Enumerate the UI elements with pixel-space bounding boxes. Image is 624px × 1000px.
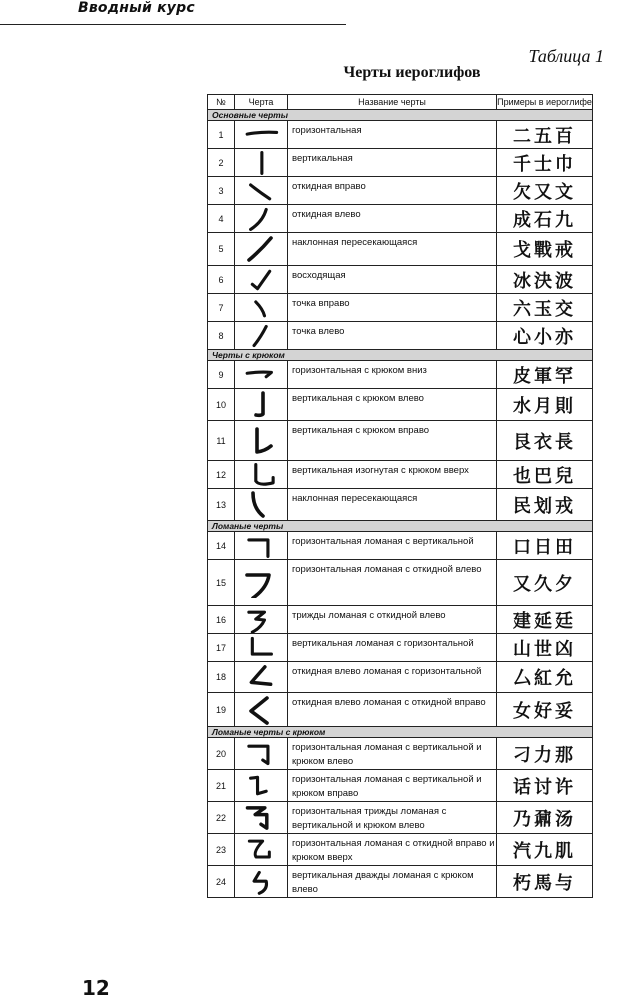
- stroke-glyph-cell: [235, 634, 288, 662]
- stroke-examples: 戈戰戒: [497, 233, 593, 266]
- stroke-glyph-icon: [239, 323, 283, 349]
- stroke-glyph-cell: [235, 322, 288, 350]
- table-row: [208, 662, 593, 693]
- table-row: [208, 634, 593, 662]
- column-header-name: Название черты: [288, 95, 497, 110]
- stroke-examples: 二五百: [497, 121, 593, 149]
- stroke-number: 18: [208, 662, 235, 693]
- table-row: [208, 177, 593, 205]
- stroke-glyph-cell: [235, 662, 288, 693]
- table-row: [208, 389, 593, 421]
- stroke-name: точка вправо: [288, 294, 497, 322]
- stroke-examples: 乃鼐汤: [497, 802, 593, 834]
- stroke-examples: 女好妥: [497, 693, 593, 727]
- stroke-glyph-cell: [235, 294, 288, 322]
- running-head: Вводный курс: [78, 0, 195, 16]
- stroke-examples: 艮衣長: [497, 421, 593, 461]
- stroke-number: 17: [208, 634, 235, 662]
- stroke-name: вертикальная с крюком влево: [288, 389, 497, 421]
- table-row: [208, 361, 593, 389]
- table-row: [208, 421, 593, 461]
- stroke-glyph-cell: [235, 266, 288, 294]
- stroke-glyph-icon: [239, 695, 283, 725]
- stroke-number: 16: [208, 606, 235, 634]
- stroke-glyph-icon: [239, 122, 283, 148]
- section-title: Ломаные черты: [208, 521, 593, 532]
- stroke-examples: 又久夕: [497, 560, 593, 606]
- table-row: [208, 233, 593, 266]
- stroke-glyph-icon: [239, 869, 283, 895]
- stroke-examples: 成石九: [497, 205, 593, 233]
- stroke-name: горизонтальная ломаная с откидной вправо и крюком вверх: [288, 834, 497, 866]
- stroke-examples: 皮軍罕: [497, 361, 593, 389]
- table-row: [208, 294, 593, 322]
- stroke-glyph-icon: [239, 390, 283, 420]
- section-title: Черты с крюком: [208, 350, 593, 361]
- stroke-examples: 山世凶: [497, 634, 593, 662]
- stroke-name: откидная вправо: [288, 177, 497, 205]
- stroke-number: 7: [208, 294, 235, 322]
- stroke-number: 12: [208, 461, 235, 489]
- stroke-glyph-icon: [239, 267, 283, 293]
- stroke-name: горизонтальная ломаная с вертикальной и крюком вправо: [288, 770, 497, 802]
- stroke-glyph-cell: [235, 421, 288, 461]
- stroke-number: 22: [208, 802, 235, 834]
- stroke-glyph-cell: [235, 233, 288, 266]
- section-title: Основные черты: [208, 110, 593, 121]
- stroke-glyph-cell: [235, 770, 288, 802]
- stroke-examples: 民划戎: [497, 489, 593, 521]
- stroke-name: вертикальная ломаная с горизонтальной: [288, 634, 497, 662]
- section-header-row: [208, 727, 593, 738]
- stroke-glyph-cell: [235, 738, 288, 770]
- stroke-examples: 话讨许: [497, 770, 593, 802]
- table-row: [208, 560, 593, 606]
- stroke-glyph-cell: [235, 205, 288, 233]
- stroke-name: трижды ломаная с откидной влево: [288, 606, 497, 634]
- stroke-glyph-cell: [235, 693, 288, 727]
- stroke-number: 14: [208, 532, 235, 560]
- stroke-number: 4: [208, 205, 235, 233]
- stroke-examples: 千士巾: [497, 149, 593, 177]
- table-row: [208, 693, 593, 727]
- stroke-glyph-icon: [239, 568, 283, 598]
- stroke-name: горизонтальная ломаная с откидной влево: [288, 560, 497, 606]
- stroke-name: откидная влево ломаная с горизонтальной: [288, 662, 497, 693]
- stroke-name: наклонная пересекающаяся: [288, 233, 497, 266]
- stroke-number: 24: [208, 866, 235, 898]
- stroke-number: 19: [208, 693, 235, 727]
- column-header-stroke: Черта: [235, 95, 288, 110]
- stroke-examples: 也巴兒: [497, 461, 593, 489]
- table-title: Черты иероглифов: [343, 64, 481, 81]
- table-row: [208, 266, 593, 294]
- stroke-name: вертикальная изогнутая с крюком вверх: [288, 461, 497, 489]
- stroke-number: 5: [208, 233, 235, 266]
- stroke-glyph-icon: [239, 803, 283, 832]
- stroke-number: 11: [208, 421, 235, 461]
- stroke-glyph-icon: [239, 741, 283, 767]
- stroke-name: восходящая: [288, 266, 497, 294]
- section-header-row: [208, 521, 593, 532]
- stroke-glyph-icon: [239, 533, 283, 559]
- stroke-number: 21: [208, 770, 235, 802]
- stroke-number: 6: [208, 266, 235, 294]
- header-rule: [0, 24, 346, 25]
- stroke-glyph-icon: [239, 150, 283, 176]
- stroke-glyph-cell: [235, 834, 288, 866]
- table-row: [208, 738, 593, 770]
- stroke-name: вертикальная: [288, 149, 497, 177]
- stroke-examples: 欠又文: [497, 177, 593, 205]
- stroke-glyph-icon: [239, 295, 283, 321]
- stroke-examples: 心小亦: [497, 322, 593, 350]
- stroke-glyph-cell: [235, 802, 288, 834]
- table-row: [208, 205, 593, 233]
- stroke-number: 8: [208, 322, 235, 350]
- stroke-glyph-icon: [239, 663, 283, 692]
- stroke-glyph-cell: [235, 461, 288, 489]
- header-row: [208, 95, 593, 110]
- stroke-number: 1: [208, 121, 235, 149]
- table-row: [208, 834, 593, 866]
- stroke-glyph-icon: [239, 607, 283, 633]
- stroke-glyph-cell: [235, 121, 288, 149]
- stroke-number: 23: [208, 834, 235, 866]
- column-header-number: №: [208, 95, 235, 110]
- stroke-examples: 冰決波: [497, 266, 593, 294]
- stroke-examples: 建延廷: [497, 606, 593, 634]
- table-row: [208, 866, 593, 898]
- table-row: [208, 802, 593, 834]
- table-row: [208, 770, 593, 802]
- strokes-table: [207, 94, 593, 898]
- stroke-glyph-cell: [235, 866, 288, 898]
- stroke-glyph-cell: [235, 606, 288, 634]
- stroke-glyph-icon: [239, 178, 283, 204]
- stroke-number: 9: [208, 361, 235, 389]
- stroke-examples: 厶紅允: [497, 662, 593, 693]
- column-header-examples: Примеры в иероглифе: [497, 95, 593, 110]
- stroke-examples: 口日田: [497, 532, 593, 560]
- stroke-glyph-icon: [239, 462, 283, 488]
- section-header-row: [208, 350, 593, 361]
- stroke-glyph-cell: [235, 489, 288, 521]
- section-header-row: [208, 110, 593, 121]
- stroke-name: горизонтальная трижды ломаная с вертикальной и крюком влево: [288, 802, 497, 834]
- stroke-glyph-cell: [235, 361, 288, 389]
- stroke-glyph-icon: [239, 206, 283, 232]
- stroke-name: вертикальная дважды ломаная с крюком влево: [288, 866, 497, 898]
- table-row: [208, 149, 593, 177]
- stroke-name: горизонтальная ломаная с вертикальной и крюком влево: [288, 738, 497, 770]
- stroke-number: 20: [208, 738, 235, 770]
- section-title: Ломаные черты с крюком: [208, 727, 593, 738]
- stroke-name: откидная влево: [288, 205, 497, 233]
- table-row: [208, 121, 593, 149]
- table-row: [208, 606, 593, 634]
- stroke-examples: 刁力那: [497, 738, 593, 770]
- table-row: [208, 461, 593, 489]
- stroke-glyph-icon: [239, 490, 283, 520]
- stroke-number: 2: [208, 149, 235, 177]
- stroke-glyph-icon: [239, 635, 283, 661]
- table-row: [208, 532, 593, 560]
- stroke-glyph-icon: [239, 234, 283, 264]
- table-row: [208, 322, 593, 350]
- stroke-glyph-cell: [235, 177, 288, 205]
- table-label: Таблица 1: [528, 46, 604, 66]
- stroke-glyph-icon: [239, 837, 283, 862]
- stroke-glyph-icon: [239, 773, 283, 799]
- stroke-number: 3: [208, 177, 235, 205]
- stroke-examples: 六玉交: [497, 294, 593, 322]
- stroke-examples: 汽九肌: [497, 834, 593, 866]
- stroke-name: горизонтальная ломаная с вертикальной: [288, 532, 497, 560]
- stroke-name: горизонтальная с крюком вниз: [288, 361, 497, 389]
- stroke-examples: 朽馬与: [497, 866, 593, 898]
- stroke-name: откидная влево ломаная с откидной вправо: [288, 693, 497, 727]
- stroke-number: 15: [208, 560, 235, 606]
- stroke-name: точка влево: [288, 322, 497, 350]
- stroke-name: вертикальная с крюком вправо: [288, 421, 497, 461]
- page-number: 12: [82, 976, 110, 1000]
- stroke-glyph-cell: [235, 149, 288, 177]
- stroke-glyph-cell: [235, 532, 288, 560]
- stroke-glyph-cell: [235, 389, 288, 421]
- stroke-number: 10: [208, 389, 235, 421]
- stroke-glyph-cell: [235, 560, 288, 606]
- stroke-name: наклонная пересекающаяся: [288, 489, 497, 521]
- table-row: [208, 489, 593, 521]
- stroke-number: 13: [208, 489, 235, 521]
- stroke-examples: 水月則: [497, 389, 593, 421]
- stroke-name: горизонтальная: [288, 121, 497, 149]
- stroke-glyph-icon: [239, 426, 283, 456]
- stroke-glyph-icon: [239, 362, 283, 388]
